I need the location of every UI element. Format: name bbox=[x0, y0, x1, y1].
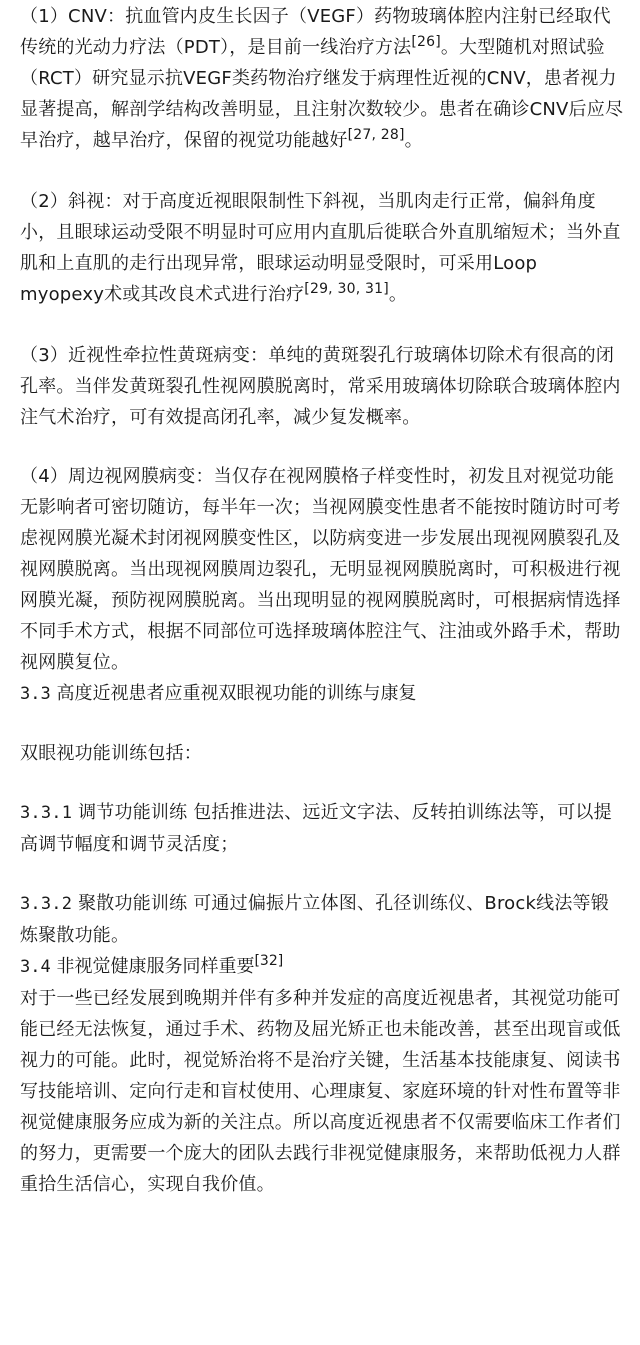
section-3-4-number: 3.4 bbox=[20, 957, 51, 977]
subsection-3-3-2 bbox=[20, 888, 626, 951]
paragraph-cnv bbox=[20, 1, 626, 156]
section-3-4-heading bbox=[20, 951, 626, 983]
section-3-4-title: 非视觉健康服务同样重要 bbox=[56, 956, 255, 977]
citation-27-28[interactable]: [27, 28] bbox=[347, 127, 405, 143]
paragraph-strabismus bbox=[20, 186, 626, 310]
section-3-4-body: 对于一些已经发展到晚期并伴有多种并发症的高度近视患者，其视觉功能可能已经无法恢复，通过手术、药物及屈光矫正也未能改善，甚至出现盲或低视力的可能。此时，视觉矫治将不是治疗关键，生活基本技能康复、阅读书写技能培训、定向行走和盲杖使用、心理康复、家庭环境的针对性布置等非视觉健康服务应成为新的关注点。所以高度近视患者不仅需要临床工作者们的努力，更需要一个庞大的团队去践行非视觉健康服务，来帮助低视力人群重拾生活信心，实现自我价值。 bbox=[20, 988, 621, 1195]
subsection-3-3-1-number: 3.3.1 bbox=[20, 803, 73, 823]
binocular-training-intro: 双眼视功能训练包括： bbox=[20, 743, 202, 764]
citation-26[interactable]: [26] bbox=[411, 34, 441, 50]
section-3-3-number: 3.3 bbox=[20, 684, 51, 704]
citation-32[interactable]: [32] bbox=[254, 953, 284, 969]
subsection-3-3-1-text: 调节功能训练 包括推进法、远近文字法、反转拍训练法等，可以提高调节幅度和调节灵活度； bbox=[20, 802, 612, 855]
subsection-3-3-1 bbox=[20, 797, 626, 860]
paragraph-cnv-end: 。 bbox=[404, 130, 423, 151]
section-3-3-title: 高度近视患者应重视双眼视功能的训练与康复 bbox=[56, 683, 417, 704]
paragraph-strabismus-end: 。 bbox=[388, 284, 408, 305]
paragraph-strabismus-text: （2）斜视：对于高度近视眼限制性下斜视，当肌肉走行正常，偏斜角度小，且眼球运动受限不明显时可应用内直肌后徙联合外直肌缩短术；当外直肌和上直肌的走行出现异常，眼球运动明显受限时，可采用Loop myopexy术或其改良术式进行治疗 bbox=[20, 191, 621, 305]
citation-29-30-31[interactable]: [29, 30, 31] bbox=[304, 281, 389, 297]
paragraph-cnv-text: （1）CNV：抗血管内皮生长因子（VEGF）药物玻璃体腔内注射已经取代传统的光动力疗法（PDT），是目前一线治疗方法 bbox=[20, 6, 611, 58]
subsection-3-3-2-text: 聚散功能训练 可通过偏振片立体图、孔径训练仪、Brock线法等锻炼聚散功能。 bbox=[20, 893, 609, 946]
paragraph-cnv-text-2: 。大型随机对照试验（RCT）研究显示抗VEGF类药物治疗继发于病理性近视的CNV，患者视力显著提高，解剖学结构改善明显，且注射次数较少。患者在确诊CNV后应尽早治疗，越早治疗，保留的视觉功能越好 bbox=[20, 37, 624, 151]
section-3-3-heading bbox=[20, 678, 626, 710]
subsection-3-3-2-number: 3.3.2 bbox=[20, 894, 73, 914]
paragraph-traction-maculopathy: （3）近视性牵拉性黄斑病变：单纯的黄斑裂孔行玻璃体切除术有很高的闭孔率。当伴发黄斑裂孔性视网膜脱离时，常采用玻璃体切除联合玻璃体腔内注气术治疗，可有效提高闭孔率，减少复发概率。 bbox=[20, 345, 621, 428]
paragraph-peripheral-retina: （4）周边视网膜病变：当仅存在视网膜格子样变性时，初发且对视觉功能无影响者可密切随访，每半年一次；当视网膜变性患者不能按时随访时可考虑视网膜光凝术封闭视网膜变性区，以防病变进一步发展出现视网膜裂孔及视网膜脱离。当出现视网膜周边裂孔，无明显视网膜脱离时，可积极进行视网膜光凝，预防视网膜脱离。当出现明显的视网膜脱离时，可根据病情选择不同手术方式，根据不同部位可选择玻璃体腔注气、注油或外路手术，帮助视网膜复位。 bbox=[20, 466, 621, 673]
